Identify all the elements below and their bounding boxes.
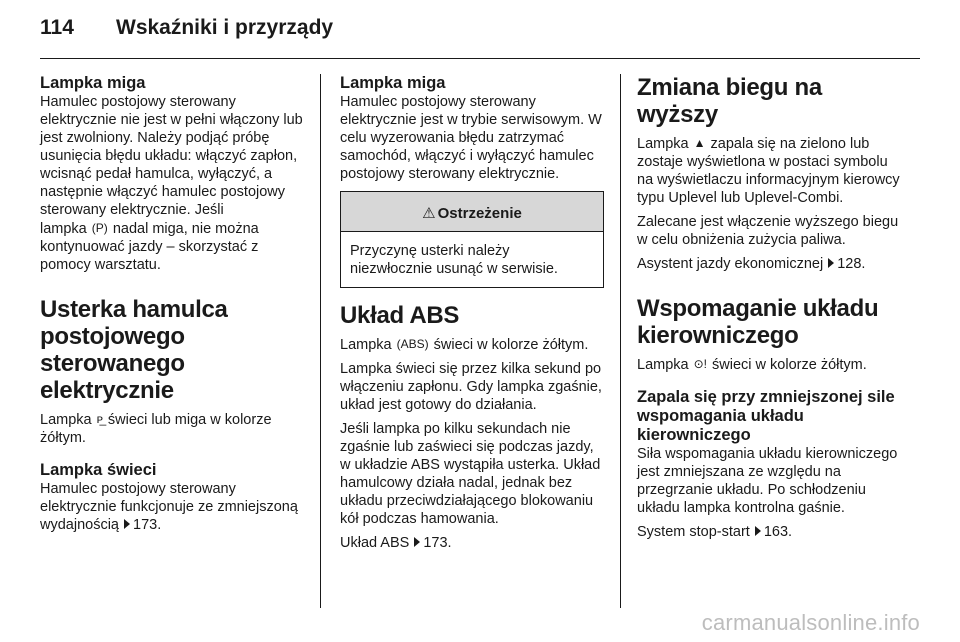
power-steering-icon: ⊙!: [693, 357, 708, 371]
paragraph: Jeśli lampka po kilku sekundach nie zgaśnie lub zaświeci się podczas jazdy, w układzie ABS wystąpiła usterka. Układ hamulcowy działa nadal, jednak bez układu przeciwdziałającego blokowaniu kół podczas hamowania.: [340, 421, 601, 527]
reference-arrow-icon: [414, 537, 420, 547]
paragraph: [637, 355, 907, 374]
text: Hamulec postojowy sterowany elektrycznie funkcjonuje ze zmniejszoną wydajnością: [40, 481, 298, 533]
section-heading: Lampka miga: [40, 74, 146, 92]
section-heading: Układ ABS: [340, 302, 460, 329]
warning-header: [341, 192, 603, 232]
text: Asystent jazdy ekonomicznej: [637, 256, 824, 272]
paragraph: [637, 523, 907, 541]
brake-warning-icon: (P): [91, 221, 108, 235]
section-heading: Zmiana biegu na wyższy: [637, 74, 822, 128]
text: świeci w kolorze żółtym.: [712, 357, 867, 373]
text: Lampka: [637, 357, 689, 373]
paragraph: [40, 480, 304, 534]
reference-arrow-icon: [828, 258, 834, 268]
column-divider: [620, 74, 621, 608]
watermark: carmanualsonline.info: [701, 610, 920, 635]
page-header: [40, 16, 333, 46]
warning-triangle-icon: ⚠: [422, 205, 436, 222]
page-reference[interactable]: 163.: [763, 524, 793, 540]
warning-text: Przyczynę usterki należy niezwłocznie usunąć w serwisie.: [350, 243, 558, 277]
text: Hamulec postojowy sterowany elektrycznie nie jest w pełni włączony lub jest zwolniony. Należy podjąć próbę usunięcia błędu układu: włączyć zapłon, wcisnąć pedał hamulca, wyłączyć, a następnie włączyć hamulec postojowy sterowany elektrycznie. Jeśli: [40, 94, 303, 218]
text: świeci w kolorze żółtym.: [433, 337, 589, 353]
paragraph: [637, 255, 907, 273]
paragraph: [637, 134, 907, 207]
warning-box: [340, 191, 604, 288]
page-title: Wskaźniki i przyrządy: [116, 16, 334, 39]
section-heading: Zapala się przy zmniejszonej sile wspomagania układu kierowniczego: [637, 388, 895, 444]
reference-arrow-icon: [755, 526, 761, 536]
text: Układ ABS: [340, 535, 410, 551]
upshift-icon: ▲: [693, 136, 706, 150]
text: Lampka: [637, 136, 689, 152]
warning-title: Ostrzeżenie: [437, 205, 522, 222]
paragraph: Siła wspomagania układu kierowniczego jest zmniejszana ze względu na przegrzanie układu. Po schłodzeniu układu lampka kontrolna gaśnie.: [637, 446, 898, 516]
paragraph: Lampka świeci się przez kilka sekund po włączeniu zapłonu. Gdy lampka zgaśnie, układ jest gotowy do działania.: [340, 361, 602, 413]
parking-brake-fault-icon: ᴘ̲: [96, 412, 103, 426]
column-right: [637, 74, 907, 541]
paragraph: [40, 93, 304, 274]
section-heading: Lampka miga: [340, 74, 446, 92]
reference-arrow-icon: [124, 519, 130, 529]
abs-icon: (ABS): [396, 337, 429, 351]
paragraph: [40, 410, 304, 447]
section-heading: Wspomaganie układu kierowniczego: [637, 295, 879, 349]
text: System stop-start: [637, 524, 750, 540]
paragraph: Zalecane jest włączenie wyższego biegu w celu obniżenia zużycia paliwa.: [637, 214, 899, 248]
page-reference[interactable]: 173.: [423, 535, 452, 551]
page-reference[interactable]: 128.: [837, 256, 866, 272]
column-left: [40, 74, 304, 534]
text: Lampka: [340, 337, 392, 353]
column-divider: [320, 74, 321, 608]
section-heading: Usterka hamulca postojowego sterowanego elektrycznie: [40, 296, 228, 404]
text: świeci lub miga w kolorze żółtym.: [40, 412, 272, 446]
column-middle: [340, 74, 604, 552]
header-divider: [40, 58, 920, 59]
paragraph: [340, 335, 604, 354]
text: lampka: [40, 221, 87, 237]
text: zapala się na zielono lub zostaje wyświetlona w postaci symbolu na wyświetlaczu informacyjnym kierowcy typu Uplevel lub Uplevel-Combi.: [637, 136, 900, 206]
page-reference[interactable]: 173.: [133, 517, 162, 533]
section-heading: Lampka świeci: [40, 461, 157, 479]
text: Lampka: [40, 412, 92, 428]
paragraph: Hamulec postojowy sterowany elektrycznie jest w trybie serwisowym. W celu wyzerowania błędu zatrzymać samochód, włączyć i wyłączyć hamulec postojowy sterowany elektrycznie.: [340, 94, 602, 182]
page-number: 114: [40, 16, 74, 39]
text: nadal miga, nie można kontynuować jazdy – skorzystać z pomocy warsztatu.: [40, 221, 259, 273]
paragraph: [340, 534, 604, 552]
